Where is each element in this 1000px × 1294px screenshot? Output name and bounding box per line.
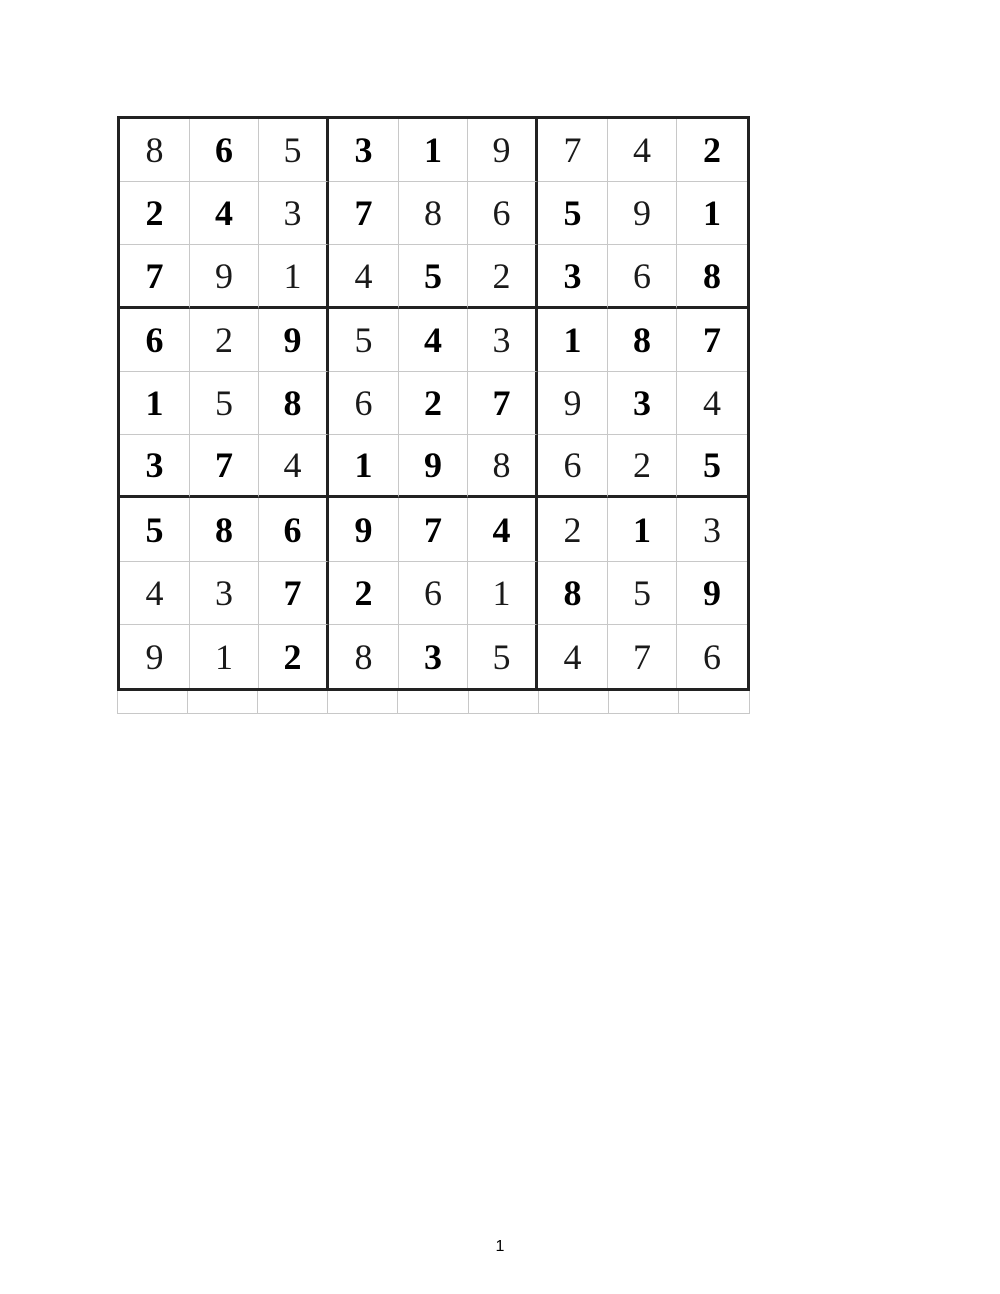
sudoku-cell-r1-c6[interactable]: 9	[468, 119, 538, 182]
sudoku-cell-r4-c6[interactable]: 3	[468, 309, 538, 372]
sudoku-cell-r2-c3[interactable]: 3	[259, 182, 329, 245]
sudoku-cell-r2-c4[interactable]: 7	[329, 182, 399, 245]
sudoku-cell-r2-c8[interactable]: 9	[608, 182, 677, 245]
sudoku-cell-r8-c7[interactable]: 8	[538, 562, 608, 625]
sudoku-cell-r8-c4[interactable]: 2	[329, 562, 399, 625]
sudoku-cell-r5-c5[interactable]: 2	[399, 372, 468, 435]
sudoku-cell-r9-c4[interactable]: 8	[329, 625, 399, 688]
sudoku-cell-r3-c6[interactable]: 2	[468, 245, 538, 309]
sudoku-cell-r6-c6[interactable]: 8	[468, 435, 538, 498]
sudoku-cell-r5-c9[interactable]: 4	[677, 372, 747, 435]
empty-grid-cell	[118, 691, 188, 713]
sudoku-board	[117, 116, 750, 691]
sudoku-cell-r4-c2[interactable]: 2	[190, 309, 259, 372]
sudoku-cell-r6-c3[interactable]: 4	[259, 435, 329, 498]
sudoku-cell-r1-c1[interactable]: 8	[120, 119, 190, 182]
sudoku-cell-r2-c9[interactable]: 1	[677, 182, 747, 245]
sudoku-cell-r6-c4[interactable]: 1	[329, 435, 399, 498]
sudoku-cell-r5-c8[interactable]: 3	[608, 372, 677, 435]
sudoku-cell-r9-c2[interactable]: 1	[190, 625, 259, 688]
sudoku-cell-r7-c6[interactable]: 4	[468, 498, 538, 562]
sudoku-cell-r7-c5[interactable]: 7	[399, 498, 468, 562]
sudoku-cell-r6-c8[interactable]: 2	[608, 435, 677, 498]
sudoku-cell-r7-c4[interactable]: 9	[329, 498, 399, 562]
sudoku-cell-r1-c4[interactable]: 3	[329, 119, 399, 182]
sudoku-cell-r2-c1[interactable]: 2	[120, 182, 190, 245]
sudoku-cell-r8-c2[interactable]: 3	[190, 562, 259, 625]
empty-grid-cell	[188, 691, 258, 713]
sudoku-cell-r7-c7[interactable]: 2	[538, 498, 608, 562]
sudoku-cell-r3-c4[interactable]: 4	[329, 245, 399, 309]
sudoku-cell-r5-c2[interactable]: 5	[190, 372, 259, 435]
sudoku-cell-r7-c1[interactable]: 5	[120, 498, 190, 562]
sudoku-cell-r6-c9[interactable]: 5	[677, 435, 747, 498]
sudoku-cell-r4-c4[interactable]: 5	[329, 309, 399, 372]
sudoku-cell-r9-c6[interactable]: 5	[468, 625, 538, 688]
sudoku-cell-r7-c3[interactable]: 6	[259, 498, 329, 562]
sudoku-cell-r4-c7[interactable]: 1	[538, 309, 608, 372]
sudoku-cell-r2-c5[interactable]: 8	[399, 182, 468, 245]
sudoku-cell-r9-c1[interactable]: 9	[120, 625, 190, 688]
sudoku-cell-r7-c9[interactable]: 3	[677, 498, 747, 562]
sudoku-cell-r1-c8[interactable]: 4	[608, 119, 677, 182]
sudoku-cell-r3-c3[interactable]: 1	[259, 245, 329, 309]
sudoku-grid	[120, 119, 747, 688]
sudoku-cell-r8-c9[interactable]: 9	[677, 562, 747, 625]
sudoku-cell-r3-c1[interactable]: 7	[120, 245, 190, 309]
sudoku-cell-r2-c2[interactable]: 4	[190, 182, 259, 245]
empty-grid-cell	[258, 691, 328, 713]
sudoku-cell-r7-c8[interactable]: 1	[608, 498, 677, 562]
sudoku-cell-r5-c3[interactable]: 8	[259, 372, 329, 435]
sudoku-cell-r5-c7[interactable]: 9	[538, 372, 608, 435]
empty-grid-row	[117, 691, 750, 714]
sudoku-cell-r4-c9[interactable]: 7	[677, 309, 747, 372]
sudoku-cell-r4-c3[interactable]: 9	[259, 309, 329, 372]
sudoku-cell-r8-c6[interactable]: 1	[468, 562, 538, 625]
sudoku-cell-r1-c3[interactable]: 5	[259, 119, 329, 182]
sudoku-cell-r3-c5[interactable]: 5	[399, 245, 468, 309]
sudoku-cell-r9-c7[interactable]: 4	[538, 625, 608, 688]
sudoku-cell-r1-c2[interactable]: 6	[190, 119, 259, 182]
sudoku-cell-r4-c5[interactable]: 4	[399, 309, 468, 372]
sudoku-cell-r6-c5[interactable]: 9	[399, 435, 468, 498]
empty-grid-cell	[469, 691, 539, 713]
sudoku-cell-r8-c8[interactable]: 5	[608, 562, 677, 625]
page-number: 1	[495, 1238, 505, 1255]
sudoku-cell-r8-c3[interactable]: 7	[259, 562, 329, 625]
empty-grid-cell	[609, 691, 679, 713]
sudoku-cell-r1-c7[interactable]: 7	[538, 119, 608, 182]
empty-grid-cell	[328, 691, 398, 713]
sudoku-cell-r6-c2[interactable]: 7	[190, 435, 259, 498]
sudoku-cell-r5-c1[interactable]: 1	[120, 372, 190, 435]
sudoku-cell-r8-c5[interactable]: 6	[399, 562, 468, 625]
sudoku-cell-r1-c9[interactable]: 2	[677, 119, 747, 182]
sudoku-cell-r2-c6[interactable]: 6	[468, 182, 538, 245]
sudoku-cell-r9-c3[interactable]: 2	[259, 625, 329, 688]
sudoku-cell-r4-c8[interactable]: 8	[608, 309, 677, 372]
sudoku-cell-r8-c1[interactable]: 4	[120, 562, 190, 625]
sudoku-cell-r1-c5[interactable]: 1	[399, 119, 468, 182]
sudoku-cell-r4-c1[interactable]: 6	[120, 309, 190, 372]
sudoku-cell-r3-c2[interactable]: 9	[190, 245, 259, 309]
sudoku-cell-r6-c1[interactable]: 3	[120, 435, 190, 498]
sudoku-cell-r3-c7[interactable]: 3	[538, 245, 608, 309]
sudoku-cell-r9-c8[interactable]: 7	[608, 625, 677, 688]
empty-grid-cell	[398, 691, 469, 713]
sudoku-cell-r3-c8[interactable]: 6	[608, 245, 677, 309]
sudoku-cell-r6-c7[interactable]: 6	[538, 435, 608, 498]
sudoku-cell-r5-c6[interactable]: 7	[468, 372, 538, 435]
sudoku-cell-r2-c7[interactable]: 5	[538, 182, 608, 245]
sudoku-cell-r3-c9[interactable]: 8	[677, 245, 747, 309]
sudoku-cell-r9-c9[interactable]: 6	[703, 636, 721, 677]
sudoku-cell-r5-c4[interactable]: 6	[329, 372, 399, 435]
sudoku-cell-r9-c5[interactable]: 3	[399, 625, 468, 688]
empty-grid-cell	[539, 691, 609, 713]
sudoku-cell-r7-c2[interactable]: 8	[190, 498, 259, 562]
